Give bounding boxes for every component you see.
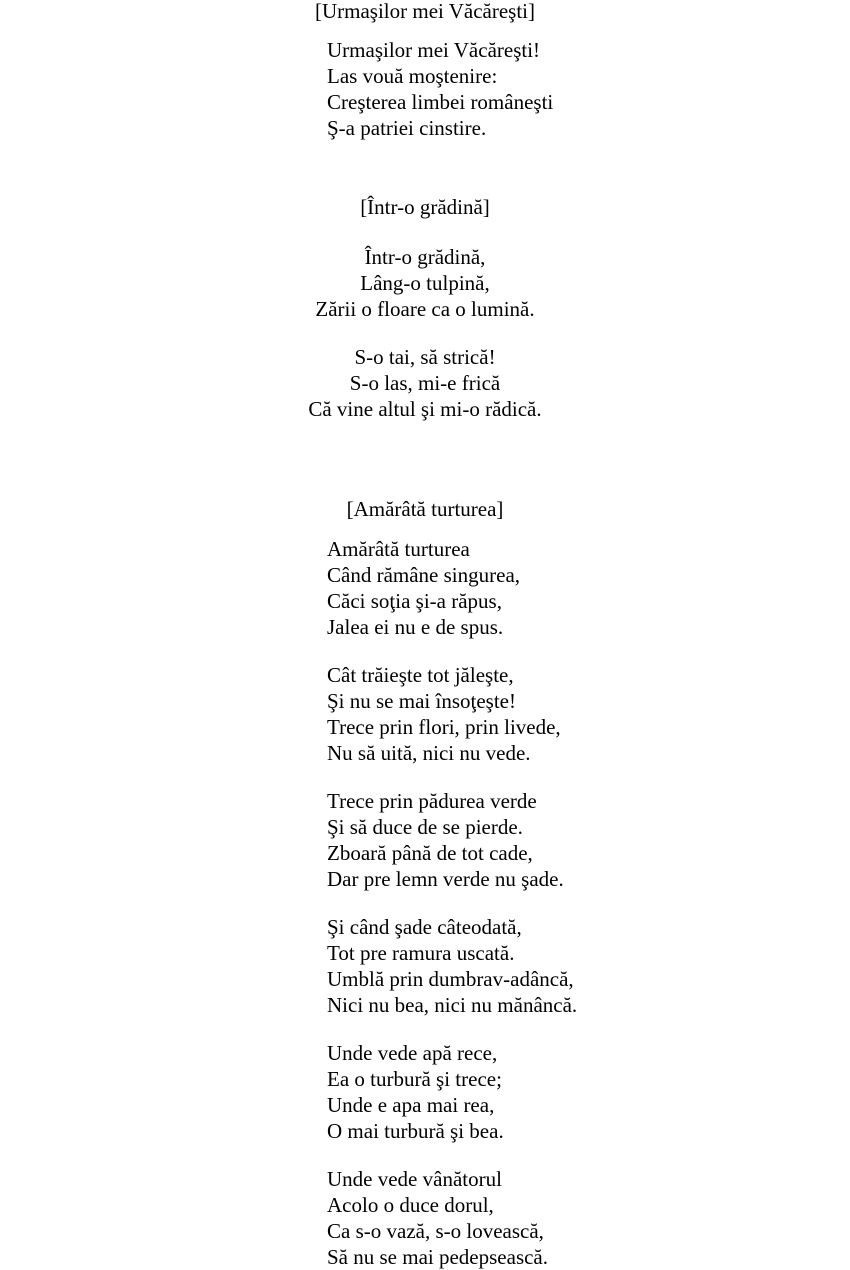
verse-line: Urmaşilor mei Văcăreşti! [327,38,541,62]
verse-line: Tot pre ramura uscată. [327,941,515,965]
poem-title: [Amărâtă turturea] [346,497,504,521]
verse-line: Că vine altul şi mi-o rădică. [308,397,542,421]
poem-stanza [327,1166,548,1270]
verse-line: S-o tai, să strică! [354,345,496,369]
verse-line: Nu să uită, nici nu vede. [327,741,531,765]
verse-line: Ca s-o vază, s-o lovească, [327,1219,544,1243]
poem-stanza [0,244,850,322]
verse-line: Şi să duce de se pierde. [327,815,523,839]
poem-stanza [327,788,564,892]
verse-line: Zboară până de tot cade, [327,841,533,865]
poem-stanza [327,37,553,141]
verse-line: Şi nu se mai însoţeşte! [327,689,516,713]
verse-line: Ş-a patriei cinstire. [327,116,487,140]
verse-line: Unde vede apă rece, [327,1041,498,1065]
verse-line: S-o las, mi-e frică [349,371,501,395]
verse-line: Ea o turbură şi trece; [327,1067,502,1091]
verse-line: Umblă prin dumbrav-adâncă, [327,967,574,991]
verse-line: Când rămâne singurea, [327,563,521,587]
verse-line: Amărâtă turturea [327,537,470,561]
verse-line: Lâng-o tulpină, [360,271,490,295]
verse-line: Şi când şade câteodată, [327,915,522,939]
poem-title: [Într-o grădină] [360,195,490,219]
verse-line: Unde vede vânătorul [327,1167,502,1191]
verse-line: Unde e apa mai rea, [327,1093,495,1117]
verse-line: O mai turbură şi bea. [327,1119,504,1143]
verse-line: Creşterea limbei româneşti [327,90,554,114]
verse-line: Acolo o duce dorul, [327,1193,494,1217]
poem-stanza [327,662,561,766]
poem-stanza [327,914,577,1018]
verse-line: Trece prin flori, prin livede, [327,715,561,739]
verse-line: Dar pre lemn verde nu şade. [327,867,564,891]
poem-stanza [327,536,520,640]
verse-line: Las vouă moştenire: [327,64,498,88]
verse-line: Trece prin pădurea verde [327,789,537,813]
verse-line: Într-o grădină, [364,245,486,269]
verse-line: Zării o floare ca o lumină. [315,297,535,321]
verse-line: Nici nu bea, nici nu mănâncă. [327,993,578,1017]
verse-line: Cât trăieşte tot jăleşte, [327,663,514,687]
verse-line: Jalea ei nu e de spus. [327,615,504,639]
verse-line: Căci soţia şi-a răpus, [327,589,502,613]
poem-title: [Urmaşilor mei Văcăreşti] [314,0,536,23]
verse-line: Să nu se mai pedepsească. [327,1245,549,1269]
poem-stanza [327,1040,504,1144]
poem-stanza [0,344,850,422]
